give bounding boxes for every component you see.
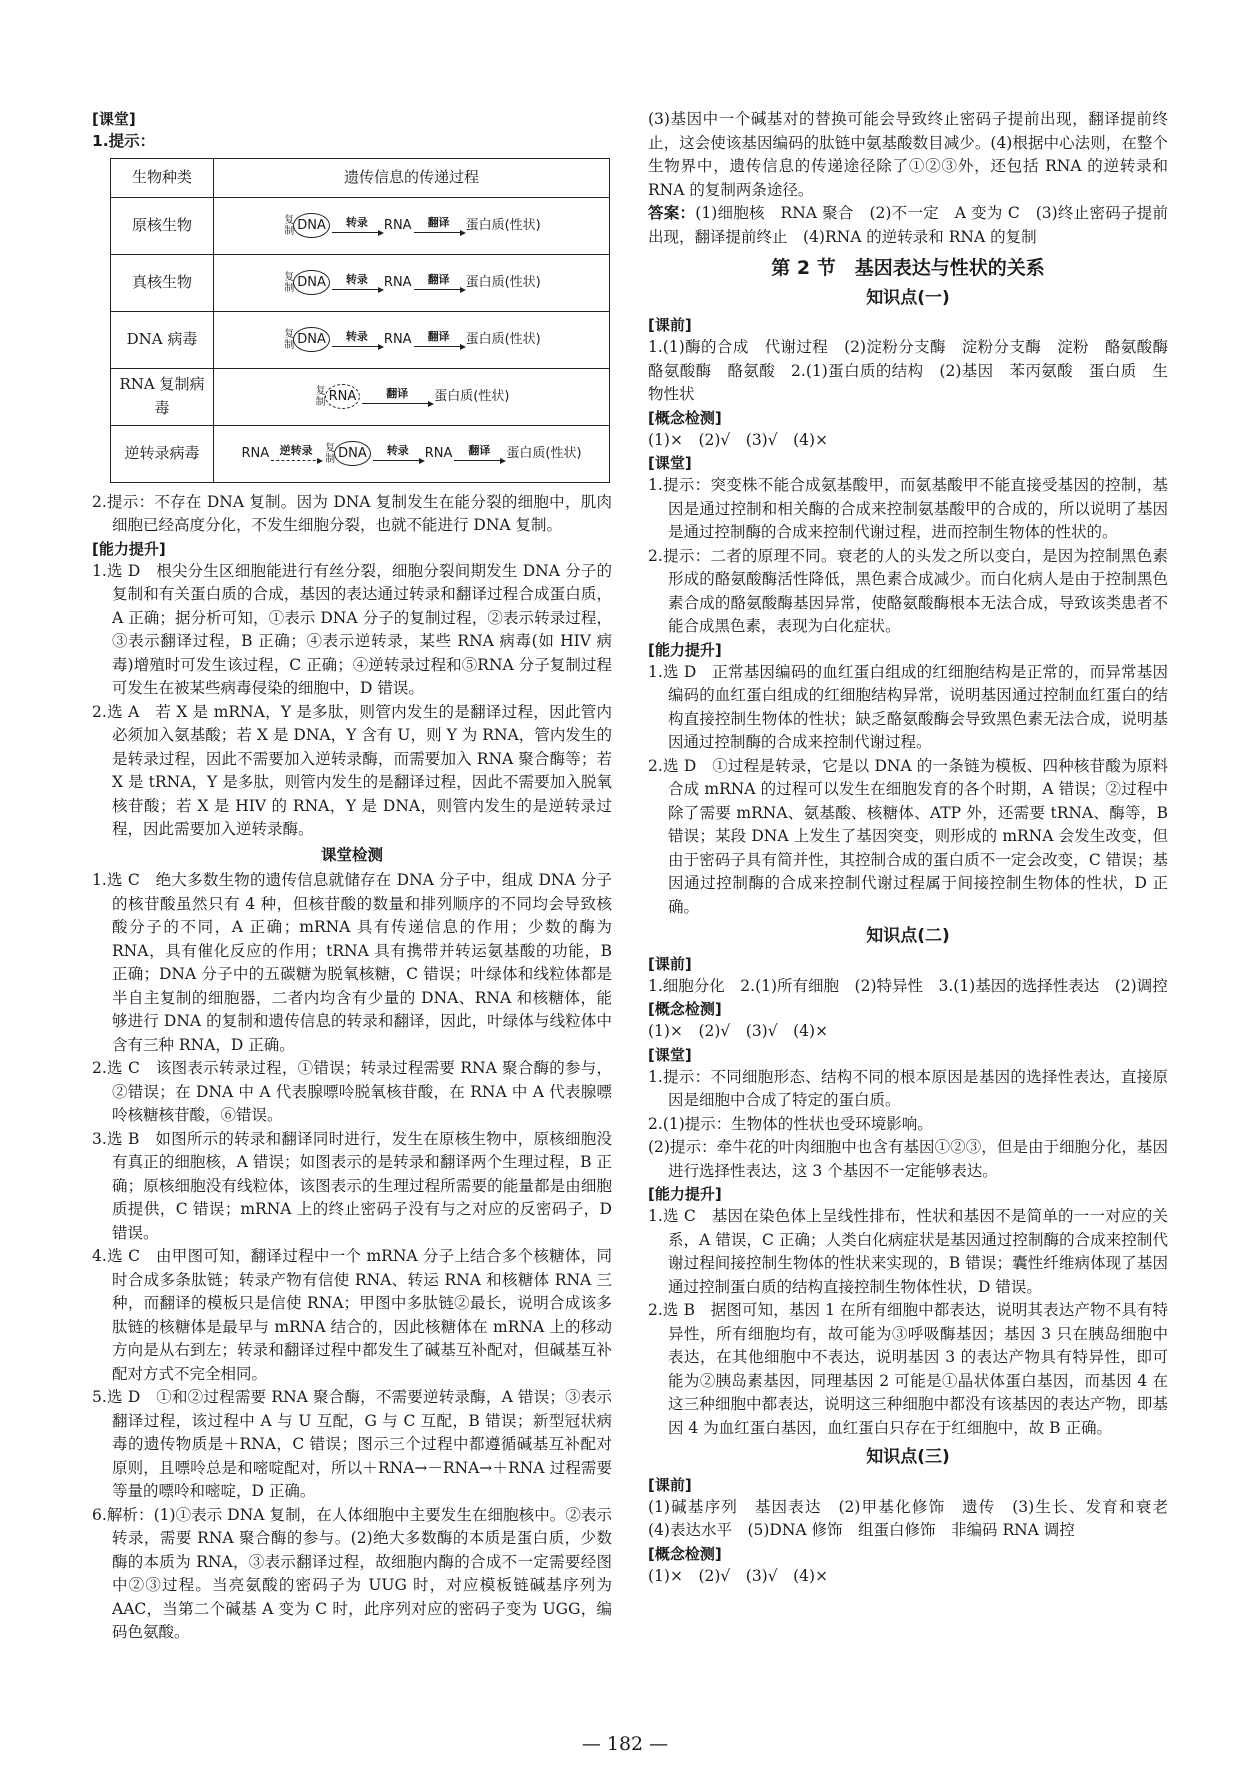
kp2-ability-tag: [能力提升]	[648, 1185, 722, 1203]
genetic-info-table	[110, 158, 610, 483]
node-dna: DNA	[293, 327, 330, 353]
kp1-concept: (1)× (2)√ (3)√ (4)×	[648, 430, 829, 449]
node-rna: RNA	[383, 217, 412, 233]
kp1-ability-item: 2.选 D ①过程是转录，它是以 DNA 的一条链为模板、四种核苷酸为原料合成 mRNA 的过程可以发生在细胞发育的各个时期，A 错误；②过程中除了需要 mRNA、氨基酸、核糖体、ATP 外，还需要 tRNA、酶等，B 错误；某段 DNA 上发生了基因突变，则形成的 mRNA 会发生改变，但由于密码子具有简并性，其控制合成的蛋白质不一定会改变，C 错误；基因通过控制酶的合成来控制代谢过程属于间接控制生物体的性状，D 正确。	[648, 756, 1168, 916]
check-title: 课堂检测	[320, 845, 383, 864]
node-dna: DNA	[293, 270, 330, 296]
node-dna: DNA	[334, 441, 371, 467]
check-item: 4.选 C 由甲图可知，翻译过程中一个 mRNA 分子上结合多个核糖体，同时合成多条肽链；转录产物有信使 RNA、转运 RNA 和核糖体 RNA 三种，而翻译的模板只是信使 RNA；甲图中多肽链②最长，说明合成该多肽链的核糖体是最早与 mRNA 结合的，因此核糖体在 mRNA 上的移动方向是从右到左；转录和翻译过程中都发生了碱基互补配对，但碱基互补配对方式不完全相同。	[92, 1247, 612, 1383]
page-number: — 182 —	[581, 1733, 669, 1755]
kp1-ability-tag: [能力提升]	[648, 640, 722, 659]
arrow-transcription: 转录	[332, 275, 382, 290]
row-species: RNA 复制病毒	[111, 368, 214, 425]
table-row	[111, 197, 610, 254]
right-column	[648, 108, 1184, 1588]
node-rna-start: RNA	[241, 445, 270, 461]
replication-label: 复制	[284, 328, 295, 351]
kp2-ability-item: 1.选 C 基因在染色体上呈线性排布，性状和基因不是简单的一一对应的关系，A 错误，C 正确；人类白化病症状是基因通过控制酶的合成来控制代谢过程间接控制生物体的性状来实现的，B 错误；囊性纤维病体现了基因通过控制蛋白质的结构直接控制生物体性状，D 错误。	[648, 1207, 1168, 1296]
kp2-class-tag: [课堂]	[648, 1045, 692, 1064]
kp2-class-item: 1.提示：不同细胞形态、结构不同的根本原因是基因的选择性表达，直接原因是细胞中合成了特定的蛋白质。	[648, 1067, 1168, 1109]
kp2-title: 知识点(二)	[866, 926, 950, 946]
row-species: DNA 病毒	[111, 311, 214, 368]
replication-label: 复制	[315, 385, 326, 408]
check-item: 2.选 C 该图表示转录过程，①错误；转录过程需要 RNA 聚合酶的参与，②错误；在 DNA 中 A 代表腺嘌呤脱氧核苷酸，在 RNA 中 A 代表腺嘌呤核糖核苷酸，⑥错误。	[92, 1059, 612, 1124]
node-dna: DNA	[293, 213, 330, 239]
kp1-pre-tag: [课前]	[648, 316, 692, 334]
kp1-concept-tag: [概念检测]	[648, 408, 722, 427]
replication-label: 复制	[284, 214, 295, 237]
node-protein: 蛋白质(性状)	[506, 445, 582, 461]
kp3-concept-tag: [概念检测]	[648, 1544, 722, 1563]
arrow-reverse-transcription: 逆转录	[271, 446, 321, 461]
ability-item: 2.选 A 若 X 是 mRNA，Y 是多肽，则管内发生的是翻译过程，因此管内必须加入氨基酸；若 X 是 DNA，Y 含有 U，则 Y 为 RNA，管内发生的是转录过程，因此不需要加入逆转录酶，而需要加入 RNA 聚合酶等；若 X 是 tRNA，Y 是多肽，则管内发生的是翻译过程，因此不需要加入脱氧核苷酸；若 X 是 HIV 的 RNA，Y 是 DNA，则管内发生的是逆转录过程，因此需要加入逆转录酶。	[92, 702, 612, 838]
section-title: 第 2 节 基因表达与性状的关系	[771, 257, 1045, 279]
row-species: 逆转录病毒	[111, 425, 214, 482]
node-protein: 蛋白质(性状)	[465, 217, 541, 233]
table-row	[111, 311, 610, 368]
flow-diagram	[215, 213, 608, 239]
classroom-tag: [课堂]	[92, 110, 136, 128]
node-protein: 蛋白质(性状)	[465, 331, 541, 347]
table-row	[111, 254, 610, 311]
kp1-title: 知识点(一)	[866, 287, 950, 308]
node-rna: RNA	[325, 384, 361, 410]
table-header-species: 生物种类	[111, 158, 214, 197]
replication-label: 复制	[325, 442, 336, 465]
hint-2: 2.提示：不存在 DNA 复制。因为 DNA 复制发生在能分裂的细胞中，肌肉细胞已经高度分化，不发生细胞分裂，也就不能进行 DNA 复制。	[92, 492, 612, 534]
kp3-concept: (1)× (2)√ (3)√ (4)×	[648, 1566, 829, 1585]
kp2-pre-tag: [课前]	[648, 954, 692, 973]
check-item: 5.选 D ①和②过程需要 RNA 聚合酶，不需要逆转录酶，A 错误；③表示翻译过程，该过程中 A 与 U 互配，G 与 C 互配，B 错误；新型冠状病毒的遗传物质是＋RNA，C 错误；图示三个过程中都遵循碱基互补配对原则，且嘌呤总是和嘧啶配对，所以＋RNA→－RNA→＋RNA 过程需要等量的嘌呤和嘧啶，D 正确。	[92, 1388, 612, 1500]
kp2-class-item: 2.(1)提示：生物体的性状也受环境影响。	[648, 1114, 933, 1133]
flow-diagram	[215, 270, 608, 296]
left-column	[92, 108, 612, 1645]
node-rna: RNA	[424, 445, 453, 461]
arrow-translation: 翻译	[414, 218, 464, 233]
answer-text: (1)细胞核 RNA 聚合 (2)不一定 A 变为 C (3)终止密码子提前出现，翻译提前终止 (4)RNA 的逆转录和 RNA 的复制	[648, 204, 1168, 246]
arrow-translation: 翻译	[362, 389, 432, 404]
arrow-translation: 翻译	[414, 332, 464, 347]
row-species: 真核生物	[111, 254, 214, 311]
kp1-class-item: 1.提示：突变株不能合成氨基酸甲，而氨基酸甲不能直接受基因的控制，基因是通过控制和相关酶的合成来控制氨基酸甲的合成的，所以说明了基因是通过控制酶的合成来控制代谢过程，进而控制生物体的性状的。	[648, 476, 1168, 541]
kp1-pre: 1.(1)酶的合成 代谢过程 (2)淀粉分支酶 淀粉分支酶 淀粉 酪氨酸酶 酪氨酸酶 酪氨酸 2.(1)蛋白质的结构 (2)基因 苯丙氨酸 蛋白质 生物性状	[648, 338, 1184, 403]
kp2-ability-item: 2.选 B 据图可知，基因 1 在所有细胞中都表达，说明其表达产物不具有特异性，所有细胞均有，故可能为③呼吸酶基因；基因 3 只在胰岛细胞中表达，在其他细胞中不表达，说明基因 3 的表达产物具有特异性，即可能为②胰岛素基因，同理基因 2 可能是①晶状体蛋白基因，而基因 4 在这三种细胞中都表达，说明这三种细胞中都没有该基因的表达产物，即基因 4 为血红蛋白基因，血红蛋白只存在于红细胞中，故 B 正确。	[648, 1301, 1168, 1437]
hint-1-label: 1.提示：	[92, 132, 156, 150]
node-protein: 蛋白质(性状)	[465, 274, 541, 290]
kp2-concept-tag: [概念检测]	[648, 1000, 722, 1018]
flow-diagram	[215, 441, 608, 467]
arrow-transcription: 转录	[332, 218, 382, 233]
arrow-transcription: 转录	[332, 332, 382, 347]
kp3-title: 知识点(三)	[866, 1447, 950, 1467]
kp1-class-item: 2.提示：二者的原理不同。衰老的人的头发之所以变白，是因为控制黑色素形成的酪氨酸酶活性降低，黑色素合成减少。而白化病人是由于控制黑色素合成的酪氨酸酶基因异常，使酪氨酸酶根本无法合成，导致该类患者不能合成黑色素，表现为白化症状。	[648, 546, 1168, 635]
arrow-translation: 翻译	[414, 275, 464, 290]
replication-label: 复制	[284, 271, 295, 294]
arrow-transcription: 转录	[373, 446, 423, 461]
node-rna: RNA	[383, 331, 412, 347]
table-row	[111, 368, 610, 425]
table-row	[111, 425, 610, 482]
kp2-class-item: (2)提示：牵牛花的叶肉细胞中也含有基因①②③，但是由于细胞分化，基因进行选择性表达，这 3 个基因不一定能够表达。	[648, 1138, 1168, 1180]
node-rna: RNA	[383, 274, 412, 290]
answer-label: 答案：	[648, 204, 696, 222]
kp3-pre-tag: [课前]	[648, 1475, 692, 1494]
check-item: 3.选 B 如图所示的转录和翻译同时进行，发生在原核生物中，原核细胞没有真正的细胞核，A 错误；如图表示的是转录和翻译两个生理过程，B 正确；原核细胞没有线粒体，该图表示的生理过程所需要的能量都是由细胞质提供，C 错误；mRNA 上的终止密码子没有与之对应的反密码子，D 错误。	[92, 1129, 612, 1242]
ability-tag: [能力提升]	[92, 539, 166, 558]
table-header	[111, 158, 610, 197]
kp1-class-tag: [课堂]	[648, 454, 692, 472]
kp3-pre: (1)碱基序列 基因表达 (2)甲基化修饰 遗传 (3)生长、发育和衰老 (4)表达水平 (5)DNA 修饰 组蛋白修饰 非编码 RNA 调控	[648, 1497, 1184, 1539]
ability-item: 1.选 D 根尖分生区细胞能进行有丝分裂，细胞分裂间期发生 DNA 分子的复制和有关蛋白质的合成，基因的表达通过转录和翻译过程合成蛋白质，A 正确；据分析可知，①表示 DNA 分子的复制过程，②表示转录过程，③表示翻译过程，B 正确；④表示逆转录，某些 RNA 病毒(如 HIV 病毒)增殖时可发生该过程，C 正确；④逆转录过程和⑤RNA 分子复制过程可发生在被某些病毒侵染的细胞中，D 错误。	[92, 561, 612, 697]
arrow-translation: 翻译	[454, 446, 504, 461]
flow-diagram	[215, 327, 608, 353]
kp1-ability-item: 1.选 D 正常基因编码的血红蛋白组成的红细胞结构是正常的，而异常基因编码的血红蛋白组成的红细胞结构异常，说明基因通过控制血红蛋白的结构直接控制生物体的性状；缺乏酪氨酸酶会导致黑色素无法合成，说明基因通过控制酶的合成来控制代谢过程。	[648, 662, 1168, 751]
flow-diagram	[215, 384, 608, 410]
row-species: 原核生物	[111, 197, 214, 254]
kp2-pre: 1.细胞分化 2.(1)所有细胞 (2)特异性 3.(1)基因的选择性表达 (2)调控	[648, 976, 1168, 995]
kp2-concept: (1)× (2)√ (3)√ (4)×	[648, 1022, 829, 1040]
table-header-process: 遗传信息的传递过程	[214, 158, 610, 197]
check-item: 1.选 C 绝大多数生物的遗传信息就储存在 DNA 分子中，组成 DNA 分子的核苷酸虽然只有 4 种，但核苷酸的数量和排列顺序的不同均会导致核酸分子的不同，A 正确；mRNA 具有传递信息的作用；少数的酶为 RNA，具有催化反应的作用；tRNA 具有携带并转运氨基酸的功能，B 正确；DNA 分子中的五碳糖为脱氧核糖，C 错误；叶绿体和线粒体都是半自主复制的细胞器，二者内均含有少量的 DNA、RNA 和核糖体，能够进行 DNA 的复制和遗传信息的转录和翻译，因此，叶绿体与线粒体中含有三种 RNA，D 正确。	[92, 871, 612, 1054]
node-protein: 蛋白质(性状)	[434, 388, 510, 404]
check-item: 6.解析：(1)①表示 DNA 复制，在人体细胞中主要发生在细胞核中。②表示转录，需要 RNA 聚合酶的参与。(2)绝大多数酶的本质是蛋白质，少数酶的本质为 RNA，③表示翻译过程，故细胞内酶的合成不一定需要经图中②③过程。当亮氨酸的密码子为 UUG 时，对应模板链碱基序列为 AAC，当第二个碱基 A 变为 C 时，此序列对应的密码子变为 UGG，编码色氨酸。	[92, 1505, 612, 1641]
continued-text: (3)基因中一个碱基对的替换可能会导致终止密码子提前出现，翻译提前终止，这会使该基因编码的肽链中氨基酸数目减少。(4)根据中心法则，在整个生物界中，遗传信息的传递途径除了①②③外，还包括 RNA 的逆转录和 RNA 的复制两条途径。	[648, 110, 1168, 199]
